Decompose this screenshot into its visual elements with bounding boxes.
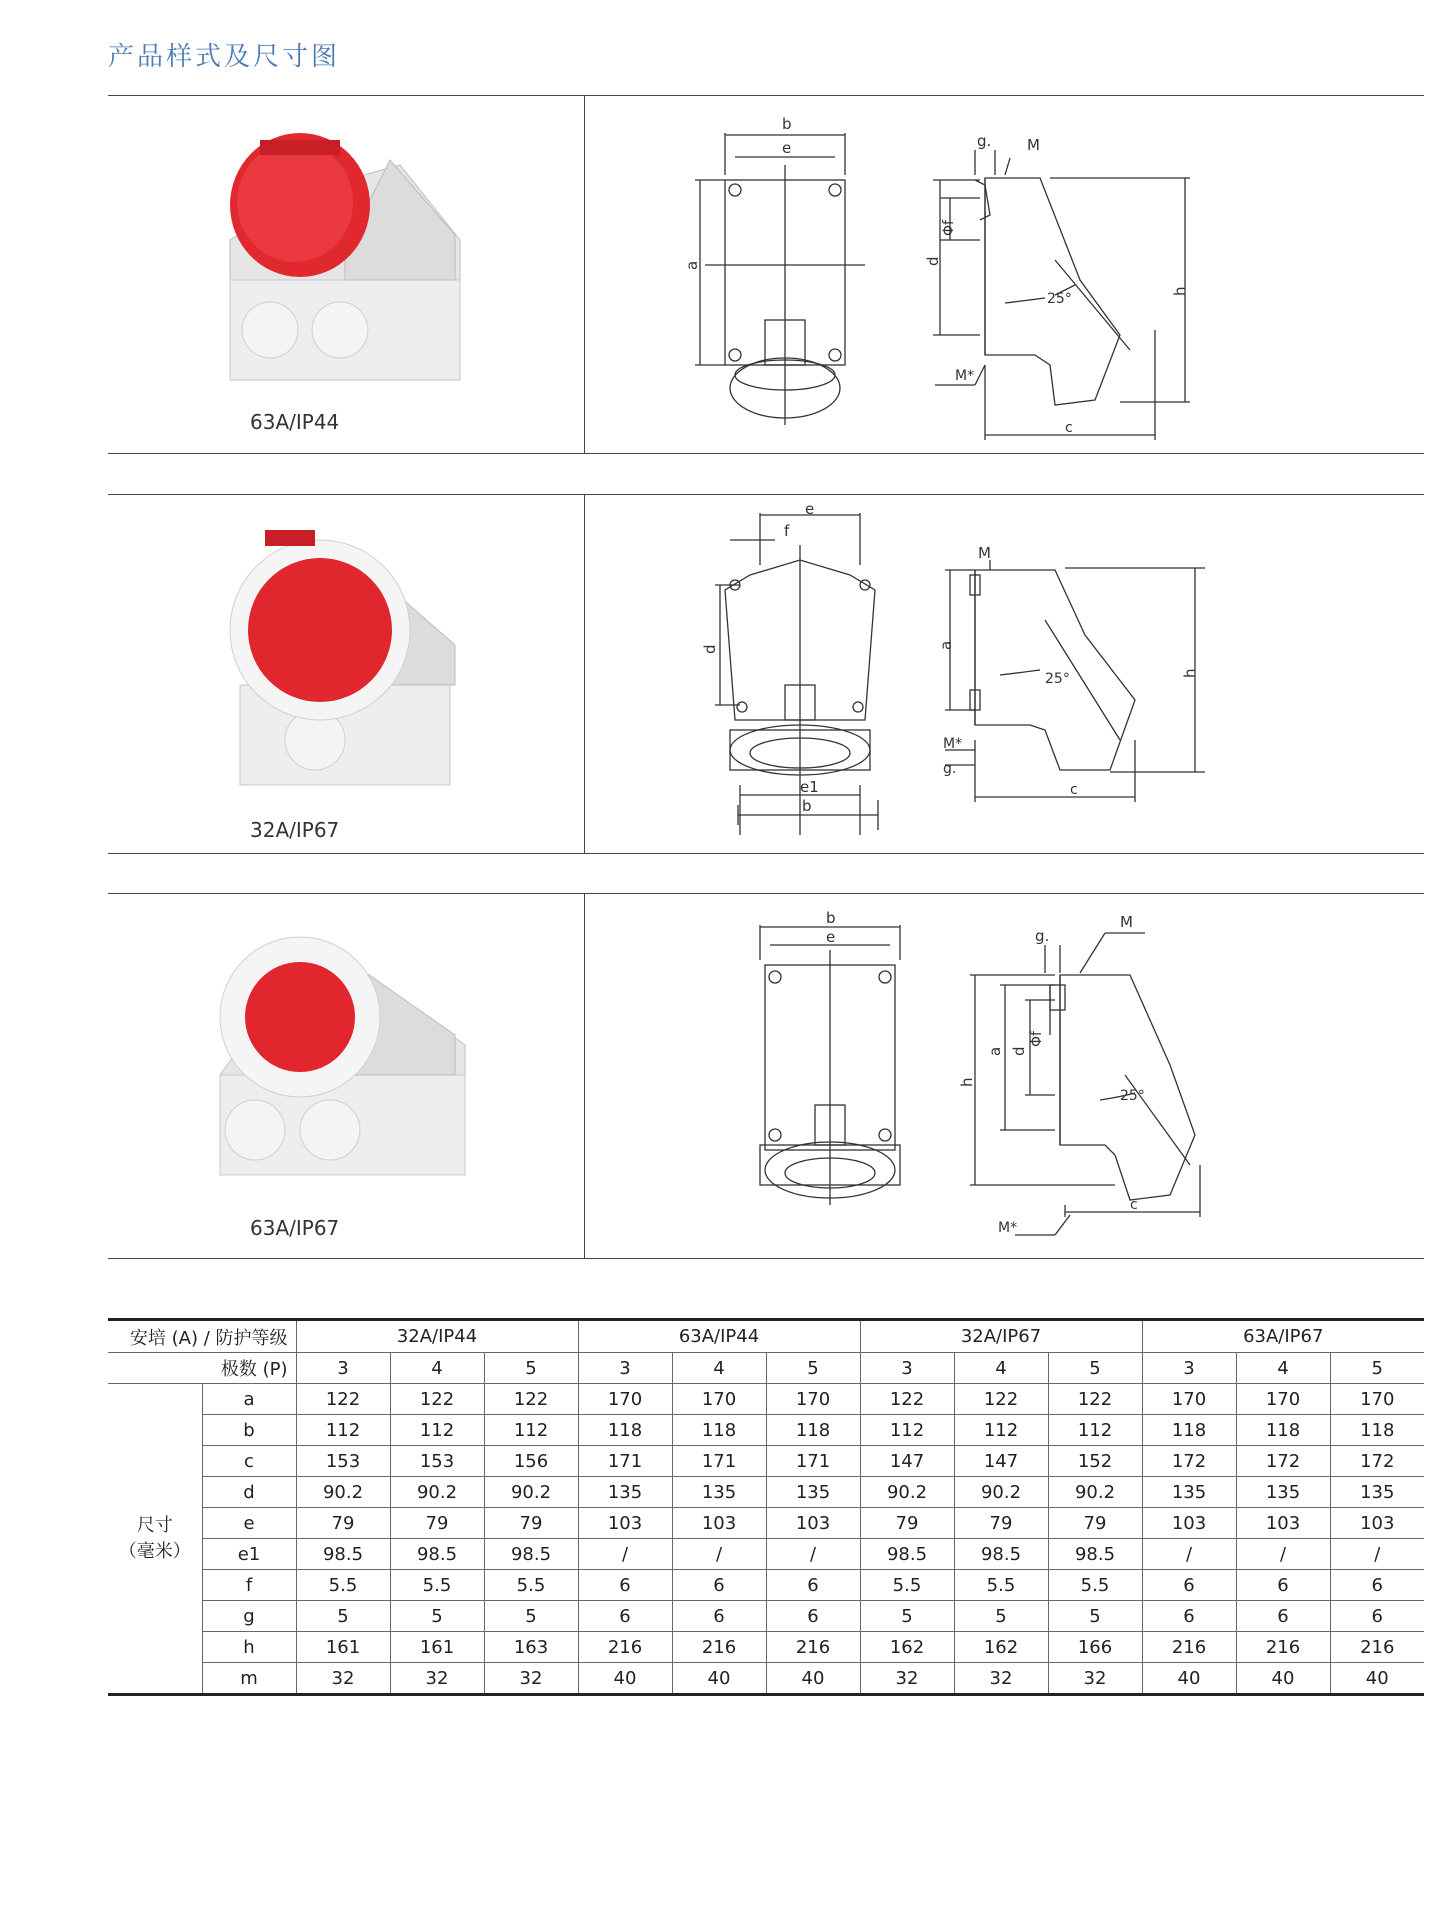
- table-cell: /: [1236, 1539, 1330, 1570]
- table-cell: 6: [578, 1570, 672, 1601]
- table-cell: 122: [296, 1384, 390, 1415]
- table-cell: 79: [860, 1508, 954, 1539]
- dim-label-M-star: M*: [943, 736, 963, 752]
- table-cell: 5.5: [484, 1570, 578, 1601]
- pole-cell: 3: [1142, 1353, 1236, 1384]
- header-label: 安培 (A) / 防护等级: [108, 1320, 296, 1353]
- dim-label-h: h: [1171, 286, 1189, 296]
- table-cell: 216: [672, 1632, 766, 1663]
- table-cell: 6: [1236, 1570, 1330, 1601]
- dimension-label-line2: （毫米）: [118, 1540, 191, 1562]
- row3-top-rule: [108, 893, 1424, 894]
- table-cell: 216: [1142, 1632, 1236, 1663]
- table-cell: 98.5: [484, 1539, 578, 1570]
- table-cell: 135: [766, 1477, 860, 1508]
- dim-label-d: d: [924, 256, 942, 266]
- table-cell: 172: [1236, 1446, 1330, 1477]
- table-cell: 112: [390, 1415, 484, 1446]
- row1-divider: [584, 95, 585, 453]
- table-row: [108, 1539, 1424, 1570]
- dim-label-M: M: [1120, 913, 1133, 931]
- table-cell: 40: [578, 1663, 672, 1695]
- table-cell: 122: [954, 1384, 1048, 1415]
- dim-label-b: b: [802, 797, 812, 815]
- dim-label-M: M: [978, 544, 991, 562]
- table-cell: 147: [954, 1446, 1048, 1477]
- table-cell: 147: [860, 1446, 954, 1477]
- dim-label-e: e: [826, 928, 836, 946]
- dim-label-d: d: [1010, 1046, 1028, 1056]
- table-cell: 171: [578, 1446, 672, 1477]
- table-cell: 135: [1330, 1477, 1424, 1508]
- product-photo-63a-ip67: [215, 925, 475, 1195]
- table-cell: 163: [484, 1632, 578, 1663]
- table-cell: 6: [766, 1570, 860, 1601]
- table-cell: /: [578, 1539, 672, 1570]
- table-cell: /: [672, 1539, 766, 1570]
- drawing-63a-ip67-side: [955, 905, 1245, 1250]
- table-cell: 170: [1142, 1384, 1236, 1415]
- table-cell: 32: [860, 1663, 954, 1695]
- pole-cell: 4: [1236, 1353, 1330, 1384]
- dim-label-g: g.: [943, 761, 957, 777]
- dimension-label-line1: 尺寸: [136, 1514, 173, 1536]
- dim-label-M: M: [1027, 136, 1040, 154]
- row3-divider: [584, 893, 585, 1258]
- dim-label-M-star: M*: [998, 1220, 1018, 1236]
- dim-label-b: b: [826, 909, 836, 927]
- table-cell: 90.2: [954, 1477, 1048, 1508]
- dim-label-phi-f: Φf: [1029, 1031, 1045, 1047]
- table-cell: 5: [954, 1601, 1048, 1632]
- table-cell: 6: [672, 1601, 766, 1632]
- dimension-label: [108, 1384, 202, 1695]
- dim-label-b: b: [782, 115, 792, 133]
- table-cell: 122: [390, 1384, 484, 1415]
- table-cell: 170: [1236, 1384, 1330, 1415]
- dimension-name: g: [202, 1601, 296, 1632]
- product-caption-1: 63A/IP44: [250, 410, 340, 434]
- table-cell: 32: [954, 1663, 1048, 1695]
- table-row: [108, 1663, 1424, 1695]
- table-cell: 216: [578, 1632, 672, 1663]
- angle-label: 25°: [1047, 291, 1072, 307]
- product-caption-3: 63A/IP67: [250, 1216, 340, 1240]
- table-cell: 161: [296, 1632, 390, 1663]
- group-header: 32A/IP67: [860, 1320, 1142, 1353]
- table-cell: 90.2: [390, 1477, 484, 1508]
- table-row: [108, 1384, 1424, 1415]
- table-cell: 161: [390, 1632, 484, 1663]
- table-cell: 135: [578, 1477, 672, 1508]
- dimension-name: h: [202, 1632, 296, 1663]
- dimension-name: e1: [202, 1539, 296, 1570]
- table-cell: /: [1142, 1539, 1236, 1570]
- drawing-63a-ip44-front: [680, 105, 880, 435]
- dimension-table: [108, 1318, 1424, 1696]
- table-cell: 6: [1330, 1601, 1424, 1632]
- table-cell: 162: [954, 1632, 1048, 1663]
- table-cell: 118: [672, 1415, 766, 1446]
- table-cell: 170: [672, 1384, 766, 1415]
- table-cell: 135: [1142, 1477, 1236, 1508]
- table-cell: 103: [766, 1508, 860, 1539]
- table-cell: 40: [672, 1663, 766, 1695]
- table-row: [108, 1508, 1424, 1539]
- table-cell: 5: [1048, 1601, 1142, 1632]
- table-cell: 170: [766, 1384, 860, 1415]
- table-cell: 32: [390, 1663, 484, 1695]
- table-cell: 162: [860, 1632, 954, 1663]
- dim-label-d: d: [701, 644, 719, 654]
- dim-label-c: c: [1065, 420, 1073, 436]
- table-cell: 90.2: [860, 1477, 954, 1508]
- drawing-32a-ip67-front: [700, 500, 900, 845]
- dimension-name: m: [202, 1663, 296, 1695]
- table-cell: 156: [484, 1446, 578, 1477]
- table-cell: 32: [484, 1663, 578, 1695]
- dim-label-h: h: [958, 1077, 976, 1087]
- table-cell: 79: [390, 1508, 484, 1539]
- dim-label-h: h: [1181, 668, 1199, 678]
- row1-top-rule: [108, 95, 1424, 96]
- pole-cell: 3: [860, 1353, 954, 1384]
- table-cell: 79: [296, 1508, 390, 1539]
- dim-label-g: g.: [977, 132, 992, 150]
- table-cell: 112: [860, 1415, 954, 1446]
- table-cell: 5: [484, 1601, 578, 1632]
- table-cell: 5.5: [954, 1570, 1048, 1601]
- table-cell: 216: [766, 1632, 860, 1663]
- table-cell: 171: [766, 1446, 860, 1477]
- pole-cell: 5: [1330, 1353, 1424, 1384]
- table-cell: /: [1330, 1539, 1424, 1570]
- dim-label-c: c: [1070, 782, 1078, 798]
- dim-label-g: g.: [1035, 927, 1050, 945]
- table-row: [108, 1415, 1424, 1446]
- angle-label: 25°: [1120, 1088, 1145, 1104]
- product-caption-2: 32A/IP67: [250, 818, 340, 842]
- group-header: 63A/IP44: [578, 1320, 860, 1353]
- table-cell: 40: [1330, 1663, 1424, 1695]
- table-cell: 6: [1236, 1601, 1330, 1632]
- table-cell: 90.2: [484, 1477, 578, 1508]
- table-cell: 98.5: [1048, 1539, 1142, 1570]
- table-cell: 170: [578, 1384, 672, 1415]
- pole-cell: 3: [296, 1353, 390, 1384]
- table-cell: 6: [1330, 1570, 1424, 1601]
- table-cell: 135: [1236, 1477, 1330, 1508]
- table-cell: 5.5: [296, 1570, 390, 1601]
- table-cell: 152: [1048, 1446, 1142, 1477]
- table-cell: 153: [296, 1446, 390, 1477]
- pole-cell: 4: [390, 1353, 484, 1384]
- drawing-32a-ip67-side: [937, 540, 1225, 810]
- table-cell: 153: [390, 1446, 484, 1477]
- table-cell: 171: [672, 1446, 766, 1477]
- table-cell: 216: [1236, 1632, 1330, 1663]
- group-header: 63A/IP67: [1142, 1320, 1424, 1353]
- drawing-63a-ip44-side: [924, 130, 1225, 445]
- pole-cell: 5: [1048, 1353, 1142, 1384]
- table-cell: 103: [672, 1508, 766, 1539]
- table-cell: 32: [1048, 1663, 1142, 1695]
- table-cell: 135: [672, 1477, 766, 1508]
- table-cell: 5: [390, 1601, 484, 1632]
- table-cell: 6: [766, 1601, 860, 1632]
- table-cell: 103: [1142, 1508, 1236, 1539]
- table-cell: 5.5: [1048, 1570, 1142, 1601]
- dim-label-a: a: [937, 640, 955, 650]
- pole-cell: 4: [954, 1353, 1048, 1384]
- table-cell: 172: [1142, 1446, 1236, 1477]
- table-cell: 98.5: [390, 1539, 484, 1570]
- drawing-63a-ip67-front: [750, 905, 910, 1215]
- dim-label-e: e: [782, 139, 792, 157]
- dim-label-f: f: [784, 522, 790, 540]
- table-cell: 118: [1330, 1415, 1424, 1446]
- table-cell: 118: [1142, 1415, 1236, 1446]
- table-cell: 5.5: [390, 1570, 484, 1601]
- page-title: 产品样式及尺寸图: [108, 42, 341, 72]
- dim-label-M-star: M*: [955, 368, 975, 384]
- dimension-rows: [108, 1384, 1424, 1695]
- poles-label: 极数 (P): [108, 1353, 296, 1384]
- dim-label-e1: e1: [800, 778, 819, 796]
- table-cell: 98.5: [954, 1539, 1048, 1570]
- pole-cell: 5: [766, 1353, 860, 1384]
- table-cell: 166: [1048, 1632, 1142, 1663]
- table-cell: 6: [672, 1570, 766, 1601]
- table-cell: 112: [296, 1415, 390, 1446]
- table-row: [108, 1601, 1424, 1632]
- table-row: [108, 1477, 1424, 1508]
- table-row: [108, 1632, 1424, 1663]
- table-row: [108, 1446, 1424, 1477]
- table-cell: 90.2: [296, 1477, 390, 1508]
- table-cell: 112: [1048, 1415, 1142, 1446]
- row3-bottom-rule: [108, 1258, 1424, 1259]
- table-cell: 5.5: [860, 1570, 954, 1601]
- pole-cell: 3: [578, 1353, 672, 1384]
- table-cell: 118: [578, 1415, 672, 1446]
- table-cell: 40: [766, 1663, 860, 1695]
- table-cell: 112: [954, 1415, 1048, 1446]
- table-cell: 118: [1236, 1415, 1330, 1446]
- dimension-name: c: [202, 1446, 296, 1477]
- dimension-name: b: [202, 1415, 296, 1446]
- dimension-name: a: [202, 1384, 296, 1415]
- table-cell: 103: [1330, 1508, 1424, 1539]
- table-cell: 112: [484, 1415, 578, 1446]
- pole-cell: 5: [484, 1353, 578, 1384]
- table-cell: 103: [1236, 1508, 1330, 1539]
- table-cell: 6: [1142, 1601, 1236, 1632]
- table-cell: 122: [1048, 1384, 1142, 1415]
- table-cell: 172: [1330, 1446, 1424, 1477]
- poles-row: [108, 1353, 1424, 1384]
- product-photo-32a-ip67: [225, 525, 485, 805]
- group-header: 32A/IP44: [296, 1320, 578, 1353]
- dimension-name: e: [202, 1508, 296, 1539]
- table-cell: 103: [578, 1508, 672, 1539]
- table-cell: 6: [1142, 1570, 1236, 1601]
- table-cell: 32: [296, 1663, 390, 1695]
- table-cell: 170: [1330, 1384, 1424, 1415]
- table-cell: 216: [1330, 1632, 1424, 1663]
- table-cell: 6: [578, 1601, 672, 1632]
- table-cell: 79: [484, 1508, 578, 1539]
- dim-label-a: a: [986, 1046, 1004, 1056]
- dim-label-c: c: [1130, 1197, 1138, 1213]
- dim-label-phi-f: Φf: [941, 220, 957, 236]
- table-cell: 118: [766, 1415, 860, 1446]
- table-row: [108, 1570, 1424, 1601]
- dimension-name: d: [202, 1477, 296, 1508]
- table-header-row: [108, 1320, 1424, 1353]
- dim-label-e: e: [805, 500, 815, 518]
- table-cell: 40: [1142, 1663, 1236, 1695]
- dim-label-a: a: [683, 260, 701, 270]
- table-cell: /: [766, 1539, 860, 1570]
- product-photo-63a-ip44: [215, 130, 475, 390]
- table-cell: 122: [860, 1384, 954, 1415]
- table-cell: 98.5: [296, 1539, 390, 1570]
- row2-top-rule: [108, 494, 1424, 495]
- angle-label: 25°: [1045, 671, 1070, 687]
- pole-cell: 4: [672, 1353, 766, 1384]
- table-cell: 5: [860, 1601, 954, 1632]
- table-cell: 40: [1236, 1663, 1330, 1695]
- table-cell: 79: [954, 1508, 1048, 1539]
- table-cell: 98.5: [860, 1539, 954, 1570]
- row1-bottom-rule: [108, 453, 1424, 454]
- table-cell: 5: [296, 1601, 390, 1632]
- row2-divider: [584, 494, 585, 853]
- row2-bottom-rule: [108, 853, 1424, 854]
- dimension-name: f: [202, 1570, 296, 1601]
- table-cell: 122: [484, 1384, 578, 1415]
- table-cell: 90.2: [1048, 1477, 1142, 1508]
- table-cell: 79: [1048, 1508, 1142, 1539]
